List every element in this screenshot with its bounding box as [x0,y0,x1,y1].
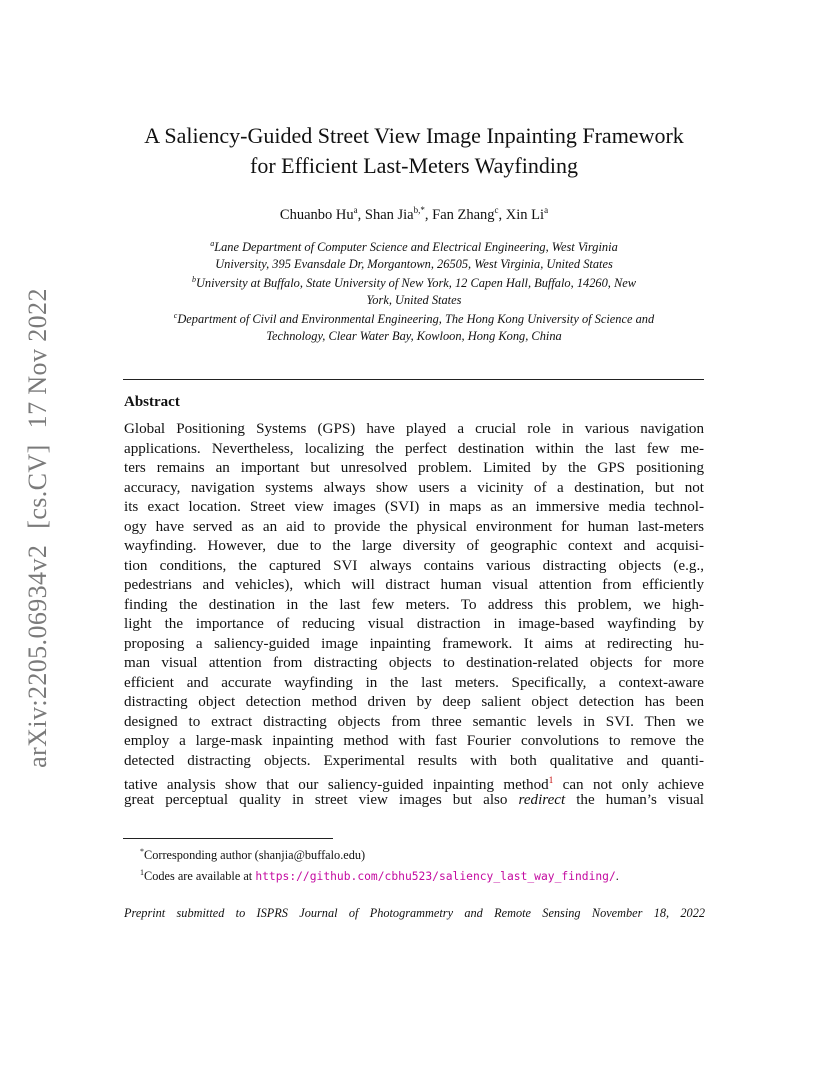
arxiv-category: [cs.CV] [23,444,52,529]
author-sep: , [357,206,365,223]
preprint-note: Preprint submitted to ISPRS Journal of Photogrammetry and Remote Sensing November 18, 2022 [124,906,705,920]
footnote-text: . [615,869,619,884]
abstract-line-19 [124,771,704,794]
affiliation-c [125,308,703,328]
author-name: Shan Jia [364,206,414,223]
author-sep: , [498,206,506,223]
abstract-line: employ a large-mask inpainting method with fast Fourier convolutions to remove the [124,733,704,749]
footnote-divider [123,838,333,839]
abstract-line-20 [124,791,704,811]
author-list [110,205,718,224]
arxiv-date: 17 Nov 2022 [23,288,52,429]
abstract-line: tion conditions, the captured SVI always contains various distracting objects (e.g., [124,557,704,574]
affiliation-a [125,236,703,256]
abstract-line: accuracy, navigation systems always show users a vicinity of a destination, but not [124,479,704,496]
abstract-line: light the importance of reducing visual distraction in image-based wayfinding by [124,616,704,632]
affiliations [125,236,703,344]
abstract-text: the human’s visual [565,791,704,808]
affiliation-b [125,272,703,292]
footnote-mark: * [140,847,144,856]
affiliation-line: Lane Department of Computer Science and Electrical Engineering, West Virginia [214,240,618,255]
affiliation-c-cont: Technology, Clear Water Bay, Kowloon, Hong Kong, China [266,328,562,343]
affiliation-line: University at Buffalo, State University of New York, 12 Capen Hall, Buffalo, 14260, New [195,276,637,291]
abstract-line: ogy have served as an aid to provide the physical environment for human last-meters [124,518,704,535]
author-name: Chuanbo Hu [279,206,354,223]
title-line-1: A Saliency-Guided Street View Image Inpainting Framework [144,123,684,148]
footnotes [140,843,700,885]
paper-title [110,121,718,181]
abstract-line: Global Positioning Systems (GPS) have played a crucial role in various navigation [124,421,704,437]
footnote-ref-1[interactable]: 1 [548,775,554,785]
affiliation-b-cont: York, United States [366,292,462,307]
author-mark: c [494,205,499,215]
affiliation-line: Department of Civil and Environmental Engineering, The Hong Kong University of Science and [177,312,655,327]
affiliation-mark: a [210,239,215,248]
footnote-code [140,864,700,885]
abstract-line: proposing a saliency-guided image inpainting framework. It aims at redirecting hu- [124,635,704,652]
abstract-body [124,420,704,810]
abstract-emphasis: redirect [518,791,566,808]
footnote-mark: 1 [140,868,144,878]
abstract-line: distracting object detection method driven by deep salient object detection has been [124,694,704,710]
author-name: Fan Zhang [432,206,495,223]
code-url-link[interactable]: https://github.com/cbhu523/saliency_last_way_finding/ [255,870,616,884]
abstract-text: great perceptual quality in street view images but also [124,791,519,808]
affiliation-mark: c [173,311,178,321]
abstract-text: can not only achieve [553,777,704,794]
author-mark: b,* [413,205,425,215]
author-name: Xin Li [505,206,545,223]
abstract-line: its exact location. Street view images (SVI) in maps as an immersive media technol- [124,499,704,515]
abstract-line: designed to extract distracting objects from three semantic levels in SVI. Then we [124,713,704,730]
abstract-text: tative analysis show that our saliency-guided inpainting method [124,777,549,794]
abstract-line: applications. Nevertheless, localizing the perfect destination within the last few me- [124,440,704,457]
abstract-line: man visual attention from distracting objects to destination-related objects for more [124,655,704,671]
arxiv-stamp [23,272,53,768]
arxiv-id: arXiv:2205.06934v2 [23,544,52,768]
abstract-line: wayfinding. However, due to the large diversity of geographic context and acquisi- [124,538,704,554]
footnote-text: Codes are available at [144,869,256,884]
abstract-line: pedestrians and vehicles), which will distract human visual attention from efficiently [124,577,704,593]
author-mark: a [353,205,358,215]
title-line-2: for Efficient Last-Meters Wayfinding [250,153,578,178]
abstract-heading: Abstract [124,394,180,410]
abstract-line: ters remains an important but unresolved problem. Limited by the GPS positioning [124,460,704,476]
header-divider [123,379,704,380]
abstract-line: finding the destination in the last few meters. To address this problem, we high- [124,596,704,613]
footnote-corresponding [140,843,700,864]
author-mark: a [544,205,549,215]
abstract-line: detected distracting objects. Experimental results with both qualitative and quanti- [124,752,704,769]
abstract-line: efficient and accurate wayfinding in the last meters. Specifically, a context-aware [124,674,704,691]
footnote-text: Corresponding author (shanjia@buffalo.edu) [144,848,366,863]
author-sep: , [424,206,433,223]
affiliation-mark: b [191,275,196,285]
affiliation-a-cont: University, 395 Evansdale Dr, Morgantown, 26505, West Virginia, United States [215,256,613,271]
